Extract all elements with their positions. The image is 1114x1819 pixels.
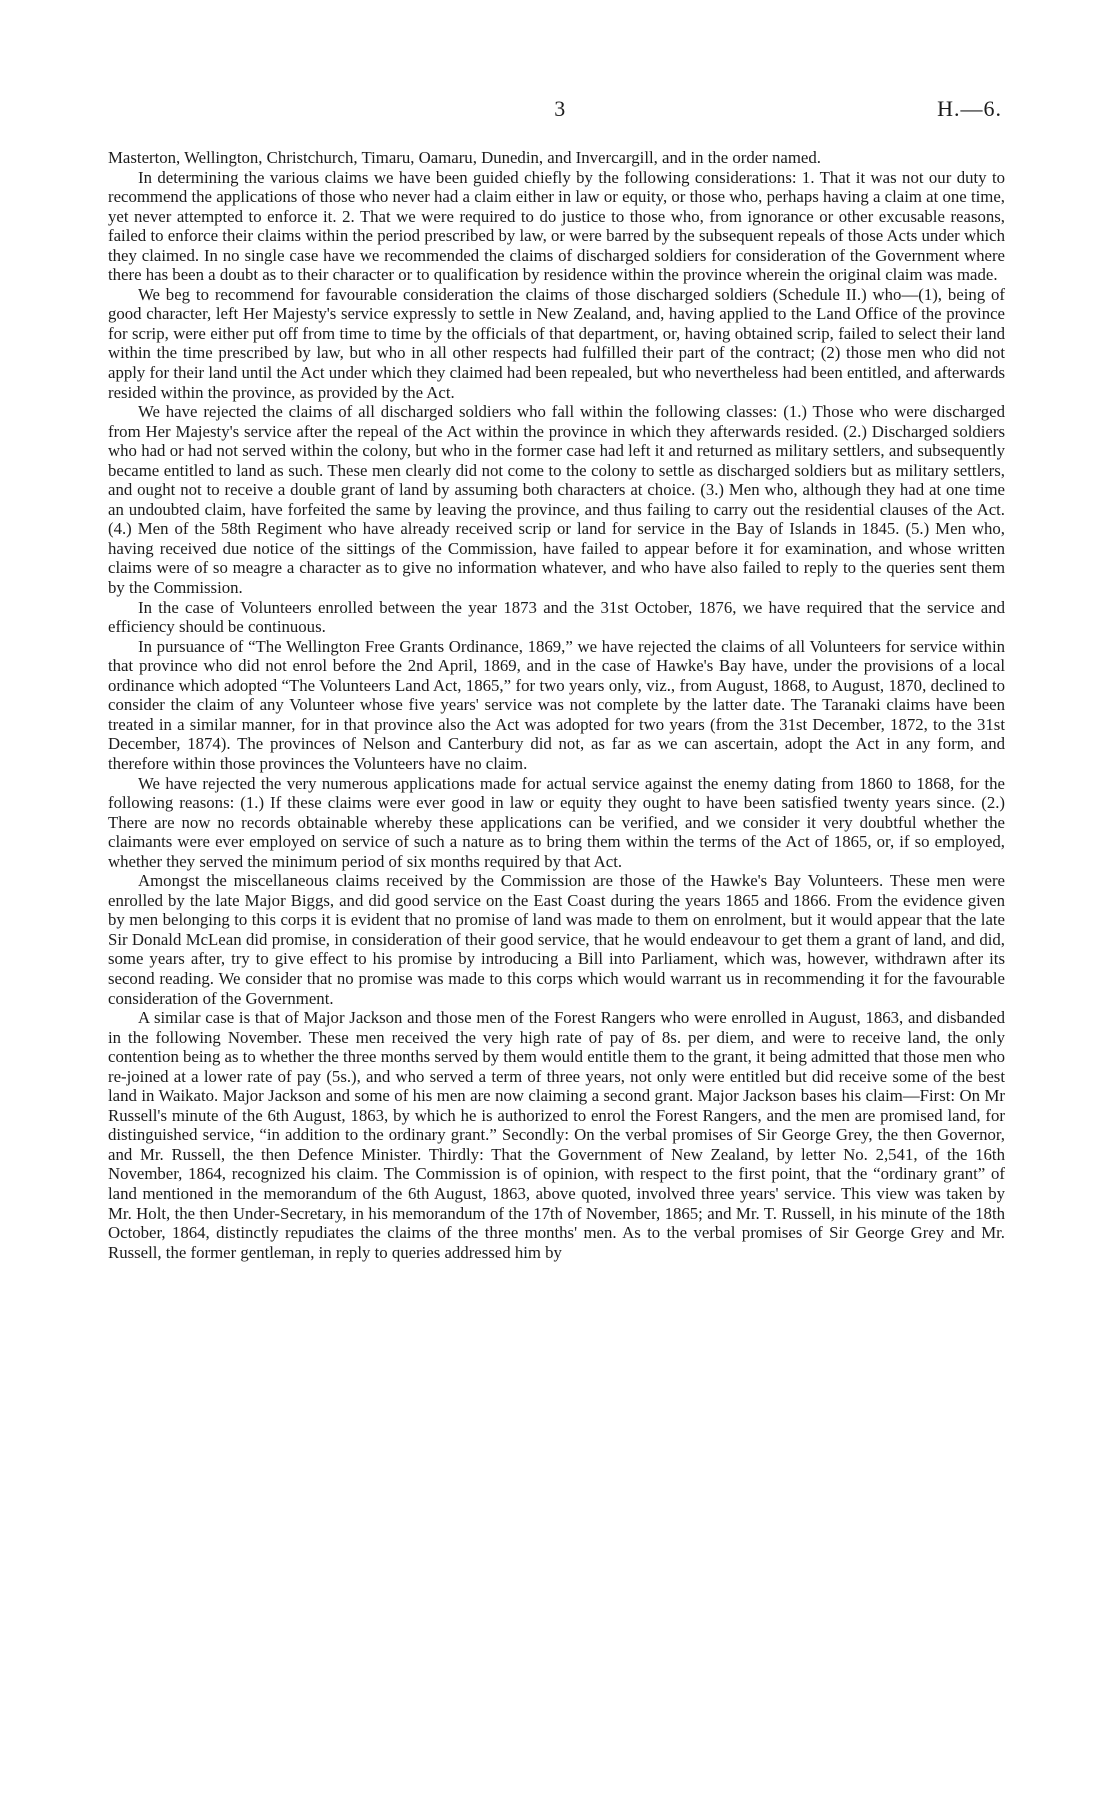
- paragraph: We beg to recommend for favourable consideration the claims of those discharged soldiers (Schedule II.) who—(1), being of good character, left Her Majesty's service expressly to settle in New Zealand, and, having applied to the Land Office of the province for scrip, were either put off from time to time by the officials of that department, or, having obtained scrip, failed to select their land within the time prescribed by law, but who in all other respects had fulfilled their part of the contract; (2) those men who did not apply for their land until the Act under which they claimed had been repealed, but who nevertheless had been entitled, and afterwards resided within the province, as provided by the Act.: [108, 284, 1005, 402]
- paragraph: In pursuance of “The Wellington Free Grants Ordinance, 1869,” we have rejected the claims of all Volunteers for service within that province who did not enrol before the 2nd April, 1869, and in the case of Hawke's Bay have, under the provisions of a local ordinance which adopted “The Volunteers Land Act, 1865,” for two years only, viz., from August, 1868, to August, 1870, declined to consider the claim of any Volunteer whose five years' service was not complete by the latter date. The Taranaki claims have been treated in a similar manner, for in that province also the Act was adopted for two years (from the 31st December, 1872, to the 31st December, 1874). The provinces of Nelson and Canterbury did not, as far as we can ascertain, adopt the Act in any form, and therefore within those provinces the Volunteers have no claim.: [108, 636, 1005, 773]
- body-text: [108, 148, 1005, 1262]
- page-number: 3: [554, 96, 566, 121]
- paragraph: A similar case is that of Major Jackson and those men of the Forest Rangers who were enrolled in August, 1863, and disbanded in the following November. These men received the very high rate of pay of 8s. per diem, and were to receive land, the only contention being as to whether the three months served by them would entitle them to the grant, it being admitted that those men who re-joined at a lower rate of pay (5s.), and who served a term of three years, not only were entitled but did receive some of the best land in Waikato. Major Jackson and some of his men are now claiming a second grant. Major Jackson bases his claim—First: On Mr Russell's minute of the 6th August, 1863, by which he is authorized to enrol the Forest Rangers, and the men are promised land, for distinguished service, “in addition to the ordinary grant.” Secondly: On the verbal promises of Sir George Grey, the then Governor, and Mr. Russell, the then Defence Minister. Thirdly: That the Government of New Zealand, by letter No. 2,541, of the 16th November, 1864, recognized his claim. The Commission is of opinion, with respect to the first point, that the “ordinary grant” of land mentioned in the memorandum of the 6th August, 1863, above quoted, involved three years' service. This view was taken by Mr. Holt, the then Under-Secretary, in his memorandum of the 17th of November, 1865; and Mr. T. Russell, in his minute of the 18th October, 1864, distinctly repudiates the claims of the three months' men. As to the verbal promises of Sir George Grey and Mr. Russell, the former gentleman, in reply to queries addressed him by: [108, 1008, 1005, 1262]
- paragraph: Masterton, Wellington, Christchurch, Timaru, Oamaru, Dunedin, and Invercargill, and in the order named.: [108, 148, 821, 167]
- paragraph: Amongst the miscellaneous claims received by the Commission are those of the Hawke's Bay Volunteers. These men were enrolled by the late Major Biggs, and did good service on the East Coast during the years 1865 and 1866. From the evidence given by men belonging to this corps it is evident that no promise of land was made to them on enrolment, but it would appear that the late Sir Donald McLean did promise, in consideration of their good service, that he would endeavour to get them a grant of land, and did, some years after, try to give effect to his promise by introducing a Bill into Parliament, which was, however, withdrawn after its second reading. We consider that no promise was made to this corps which would warrant us in recommending it for the favourable consideration of the Government.: [108, 871, 1005, 1008]
- paragraph: In determining the various claims we have been guided chiefly by the following considerations: 1. That it was not our duty to recommend the applications of those who never had a claim either in law or equity, or those who, perhaps having a claim at one time, yet never attempted to enforce it. 2. That we were required to do justice to those who, from ignorance or other excusable reasons, failed to enforce their claims within the period prescribed by law, or were barred by the subsequent repeals of those Acts under which they claimed. In no single case have we recommended the claims of discharged soldiers for consideration of the Government where there has been a doubt as to their character or to qualification by residence within the province wherein the original claim was made.: [108, 167, 1005, 285]
- paragraph: We have rejected the claims of all discharged soldiers who fall within the following classes: (1.) Those who were discharged from Her Majesty's service after the repeal of the Act within the province in which they afterwards resided. (2.) Discharged soldiers who had or had not served within the colony, but who in the former case had left it and returned as military settlers, and subsequently became entitled to land as such. These men clearly did not come to the colony to settle as discharged soldiers but as military settlers, and ought not to receive a double grant of land by assuming both characters at choice. (3.) Men who, although they had at one time an undoubted claim, have forfeited the same by leaving the province, and thus failing to carry out the residential clauses of the Act. (4.) Men of the 58th Regiment who have already received scrip or land for service in the Bay of Islands in 1845. (5.) Men who, having received due notice of the sittings of the Commission, have failed to appear before it for examination, and whose written claims were of so meagre a character as to give no information whatever, and who have also failed to reply to the queries sent them by the Commission.: [108, 402, 1005, 598]
- paragraph: We have rejected the very numerous applications made for actual service against the enemy dating from 1860 to 1868, for the following reasons: (1.) If these claims were ever good in law or equity they ought to have been satisfied twenty years since. (2.) There are now no records obtainable whereby these applications can be verified, and we consider it very doubtful whether the claimants were ever employed on service of such a nature as to bring them within the terms of the Act of 1865, or, if so employed, whether they served the minimum period of six months required by that Act.: [108, 773, 1005, 871]
- document-reference: H.—6.: [937, 96, 1002, 121]
- paragraph: In the case of Volunteers enrolled between the year 1873 and the 31st October, 1876, we have required that the service and efficiency should be continuous.: [108, 597, 1005, 637]
